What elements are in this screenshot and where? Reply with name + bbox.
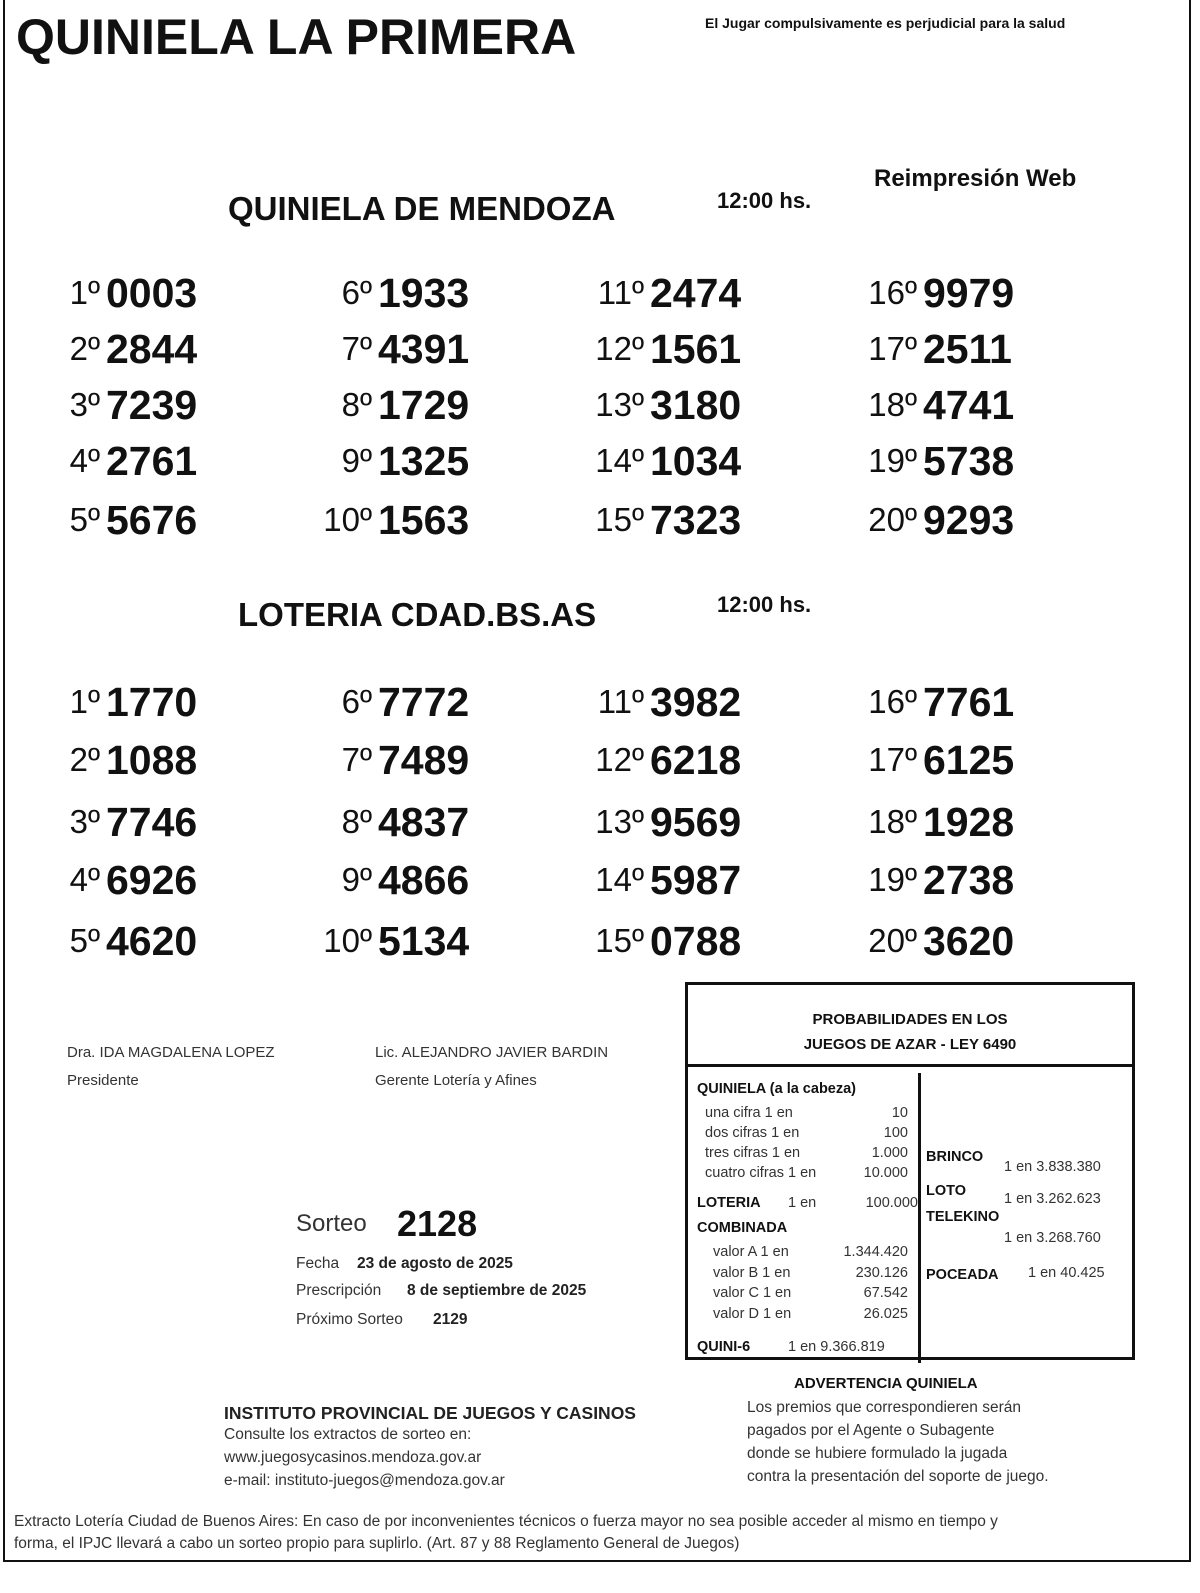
result-number: 9979	[923, 269, 1015, 316]
result-number: 5676	[106, 496, 198, 543]
loteria-prob-value: 100.000	[865, 1195, 918, 1211]
result-item	[544, 495, 741, 545]
result-number: 5738	[923, 437, 1015, 484]
institute-line: Consulte los extractos de sorteo en:	[224, 1426, 472, 1443]
result-position: 6º	[341, 274, 372, 311]
signature-name: Dra. IDA MAGDALENA LOPEZ	[67, 1044, 275, 1061]
result-number: 5987	[650, 856, 742, 903]
draw-title-bsas: LOTERIA CDAD.BS.AS	[238, 596, 597, 633]
loto-label: LOTO	[926, 1183, 967, 1199]
result-item	[272, 735, 469, 785]
result-item	[0, 916, 197, 966]
result-position: 15º	[595, 501, 644, 538]
result-position: 6º	[341, 683, 372, 720]
result-position: 17º	[868, 330, 917, 367]
result-position: 10º	[323, 922, 372, 959]
result-number: 1770	[106, 678, 198, 725]
prob-label: cuatro cifras 1 en	[705, 1165, 817, 1181]
prob-value: 10.000	[863, 1165, 908, 1181]
proximo-value: 2129	[433, 1311, 468, 1328]
result-number: 3620	[923, 917, 1015, 964]
result-position: 11º	[597, 683, 644, 720]
result-position: 4º	[69, 442, 100, 479]
result-number: 4837	[378, 798, 470, 845]
result-number: 1561	[650, 325, 742, 372]
result-number: 1729	[378, 381, 470, 428]
result-position: 2º	[69, 330, 100, 367]
institute-email-link[interactable]: e-mail: instituto-juegos@mendoza.gov.ar	[224, 1472, 505, 1489]
result-item	[544, 268, 741, 318]
result-number: 6125	[923, 736, 1015, 783]
poceada-label: POCEADA	[926, 1267, 999, 1283]
loteria-prob-label: LOTERIA	[697, 1195, 761, 1211]
result-position: 9º	[341, 442, 372, 479]
page-title: QUINIELA LA PRIMERA	[16, 9, 577, 65]
result-position: 1º	[69, 274, 100, 311]
advertencia-line: donde se hubiere formulado la jugada	[747, 1445, 1008, 1462]
result-position: 8º	[341, 386, 372, 423]
prescripcion-value: 8 de septiembre de 2025	[407, 1282, 587, 1299]
result-position: 14º	[595, 861, 644, 898]
result-number: 1034	[650, 437, 742, 484]
result-position: 20º	[868, 501, 917, 538]
proximo-label: Próximo Sorteo	[296, 1311, 403, 1328]
result-number: 4620	[106, 917, 198, 964]
result-number: 2511	[923, 325, 1012, 372]
result-number: 7489	[378, 736, 470, 783]
result-position: 9º	[341, 861, 372, 898]
result-position: 3º	[69, 386, 100, 423]
result-number: 7772	[378, 678, 470, 725]
result-item	[0, 268, 197, 318]
result-position: 18º	[868, 803, 917, 840]
result-number: 2474	[650, 269, 742, 316]
prob-label: una cifra 1 en	[705, 1105, 793, 1121]
reprint-label: Reimpresión Web	[874, 165, 1077, 192]
result-position: 16º	[868, 683, 917, 720]
prob-value: 1.000	[871, 1145, 908, 1161]
result-number: 3982	[650, 678, 742, 725]
result-item	[272, 495, 469, 545]
prob-label: valor B 1 en	[713, 1264, 791, 1281]
result-item	[0, 855, 197, 905]
result-item	[272, 797, 469, 847]
result-item	[272, 324, 469, 374]
probabilities-subtitle: JUEGOS DE AZAR - LEY 6490	[803, 1036, 1017, 1053]
result-position: 5º	[69, 501, 100, 538]
poceada-value: 1 en 40.425	[1028, 1265, 1105, 1281]
institute-website-link[interactable]: www.juegosycasinos.mendoza.gov.ar	[224, 1449, 482, 1466]
signature-role: Gerente Lotería y Afines	[375, 1072, 537, 1089]
result-number: 7746	[106, 798, 198, 845]
result-item	[817, 855, 1014, 905]
advertencia-line: pagados por el Agente o Subagente	[747, 1422, 995, 1439]
result-position: 12º	[595, 330, 644, 367]
loteria-prob-en: 1 en	[788, 1195, 817, 1211]
result-position: 12º	[595, 741, 644, 778]
result-number: 1088	[106, 736, 198, 783]
result-item	[544, 677, 741, 727]
result-item	[817, 735, 1014, 785]
result-item	[544, 735, 741, 785]
result-item	[544, 916, 741, 966]
quini6-prob-label: QUINI-6	[697, 1339, 751, 1355]
prob-value: 26.025	[863, 1305, 908, 1322]
prob-label: tres cifras 1 en	[705, 1145, 801, 1161]
result-position: 19º	[868, 861, 917, 898]
result-item	[0, 324, 197, 374]
result-position: 18º	[868, 386, 917, 423]
result-number: 1325	[378, 437, 470, 484]
result-position: 17º	[868, 741, 917, 778]
result-item	[272, 855, 469, 905]
result-position: 20º	[868, 922, 917, 959]
telekino-label: TELEKINO	[926, 1209, 1000, 1225]
result-item	[817, 436, 1014, 486]
prob-value: 230.126	[855, 1264, 908, 1281]
draw-time-bsas: 12:00 hs.	[717, 592, 812, 617]
result-position: 4º	[69, 861, 100, 898]
result-number: 9569	[650, 798, 742, 845]
result-number: 4866	[378, 856, 470, 903]
result-position: 16º	[868, 274, 917, 311]
result-number: 7761	[923, 678, 1015, 725]
result-number: 2738	[923, 856, 1015, 903]
result-number: 2761	[106, 437, 198, 484]
result-position: 5º	[69, 922, 100, 959]
result-item	[272, 436, 469, 486]
signature-name: Lic. ALEJANDRO JAVIER BARDIN	[375, 1044, 609, 1061]
result-position: 2º	[69, 741, 100, 778]
sorteo-number: 2128	[397, 1203, 478, 1244]
result-number: 4741	[923, 381, 1015, 428]
footer-note: Extracto Lotería Ciudad de Buenos Aires: En caso de por inconvenientes técnicos o fuerza mayor no sea posible acceder al mismo en tiempo y	[14, 1513, 998, 1530]
probabilities-title: PROBABILIDADES EN LOS	[812, 1011, 1008, 1028]
result-item	[817, 677, 1014, 727]
probabilities-box	[685, 982, 1135, 1360]
draw-title-mendoza: QUINIELA DE MENDOZA	[228, 190, 616, 227]
result-item	[0, 436, 197, 486]
result-item	[544, 797, 741, 847]
probabilities-header	[688, 985, 1132, 1067]
result-number: 4391	[378, 325, 470, 372]
prob-value: 67.542	[863, 1285, 908, 1301]
prob-value: 10	[891, 1105, 908, 1121]
result-position: 1º	[69, 683, 100, 720]
fecha-label: Fecha	[296, 1255, 340, 1272]
result-position: 11º	[597, 274, 644, 311]
result-position: 13º	[595, 803, 644, 840]
result-number: 3180	[650, 381, 742, 428]
advertencia-line: contra la presentación del soporte de juego.	[747, 1468, 1049, 1485]
prob-value: 1.344.420	[843, 1244, 908, 1260]
quini6-prob-value: 1 en 9.366.819	[788, 1339, 885, 1355]
draw-time-mendoza: 12:00 hs.	[717, 188, 812, 213]
result-number: 1928	[923, 798, 1015, 845]
result-item	[272, 380, 469, 430]
advertencia-title: ADVERTENCIA QUINIELA	[794, 1375, 978, 1392]
result-item	[0, 735, 197, 785]
result-item	[544, 324, 741, 374]
result-item	[817, 268, 1014, 318]
result-item	[0, 677, 197, 727]
result-number: 6926	[106, 856, 198, 903]
result-item	[272, 916, 469, 966]
result-number: 1563	[378, 496, 470, 543]
institute-name: INSTITUTO PROVINCIAL DE JUEGOS Y CASINOS	[224, 1403, 636, 1423]
result-position: 15º	[595, 922, 644, 959]
result-item	[0, 380, 197, 430]
result-item	[817, 495, 1014, 545]
result-number: 6218	[650, 736, 742, 783]
result-position: 3º	[69, 803, 100, 840]
result-number: 1933	[378, 269, 470, 316]
result-item	[0, 495, 197, 545]
result-position: 10º	[323, 501, 372, 538]
result-number: 7239	[106, 381, 198, 428]
advertencia-line: Los premios que correspondieren serán	[747, 1399, 1021, 1416]
result-item	[817, 380, 1014, 430]
result-item	[544, 436, 741, 486]
result-position: 14º	[595, 442, 644, 479]
result-number: 5134	[378, 917, 470, 964]
result-item	[272, 268, 469, 318]
brinco-label: BRINCO	[926, 1149, 984, 1165]
result-item	[544, 380, 741, 430]
result-position: 7º	[341, 741, 372, 778]
result-item	[272, 677, 469, 727]
fecha-value: 23 de agosto de 2025	[357, 1255, 513, 1272]
result-item	[817, 797, 1014, 847]
loto-value: 1 en 3.262.623	[1004, 1191, 1101, 1207]
prob-label: valor C 1 en	[713, 1285, 792, 1301]
prob-label: dos cifras 1 en	[705, 1125, 800, 1141]
telekino-value: 1 en 3.268.760	[1004, 1230, 1101, 1246]
result-position: 8º	[341, 803, 372, 840]
result-position: 13º	[595, 386, 644, 423]
divider	[918, 1073, 921, 1363]
brinco-value: 1 en 3.838.380	[1004, 1159, 1101, 1175]
result-item	[817, 916, 1014, 966]
result-position: 19º	[868, 442, 917, 479]
result-position: 7º	[341, 330, 372, 367]
prob-label: valor D 1 en	[713, 1305, 792, 1322]
result-item	[0, 797, 197, 847]
result-item	[817, 324, 1012, 374]
result-item	[544, 855, 741, 905]
prescripcion-label: Prescripción	[296, 1282, 382, 1299]
footer-note: forma, el IPJC llevará a cabo un sorteo propio para suplirlo. (Art. 87 y 88 Reglamento General de Juegos)	[14, 1535, 740, 1552]
prob-value: 100	[883, 1125, 908, 1141]
result-number: 9293	[923, 496, 1015, 543]
quiniela-prob-label: QUINIELA (a la cabeza)	[697, 1081, 857, 1097]
gambling-warning: El Jugar compulsivamente es perjudicial para la salud	[705, 15, 1066, 31]
signature-role: Presidente	[67, 1072, 139, 1089]
result-number: 0788	[650, 917, 742, 964]
combinada-prob-label: COMBINADA	[697, 1220, 788, 1236]
result-number: 2844	[106, 325, 198, 372]
sorteo-label: Sorteo	[296, 1210, 367, 1237]
prob-label: valor A 1 en	[713, 1244, 789, 1260]
result-number: 7323	[650, 496, 742, 543]
result-number: 0003	[106, 269, 198, 316]
